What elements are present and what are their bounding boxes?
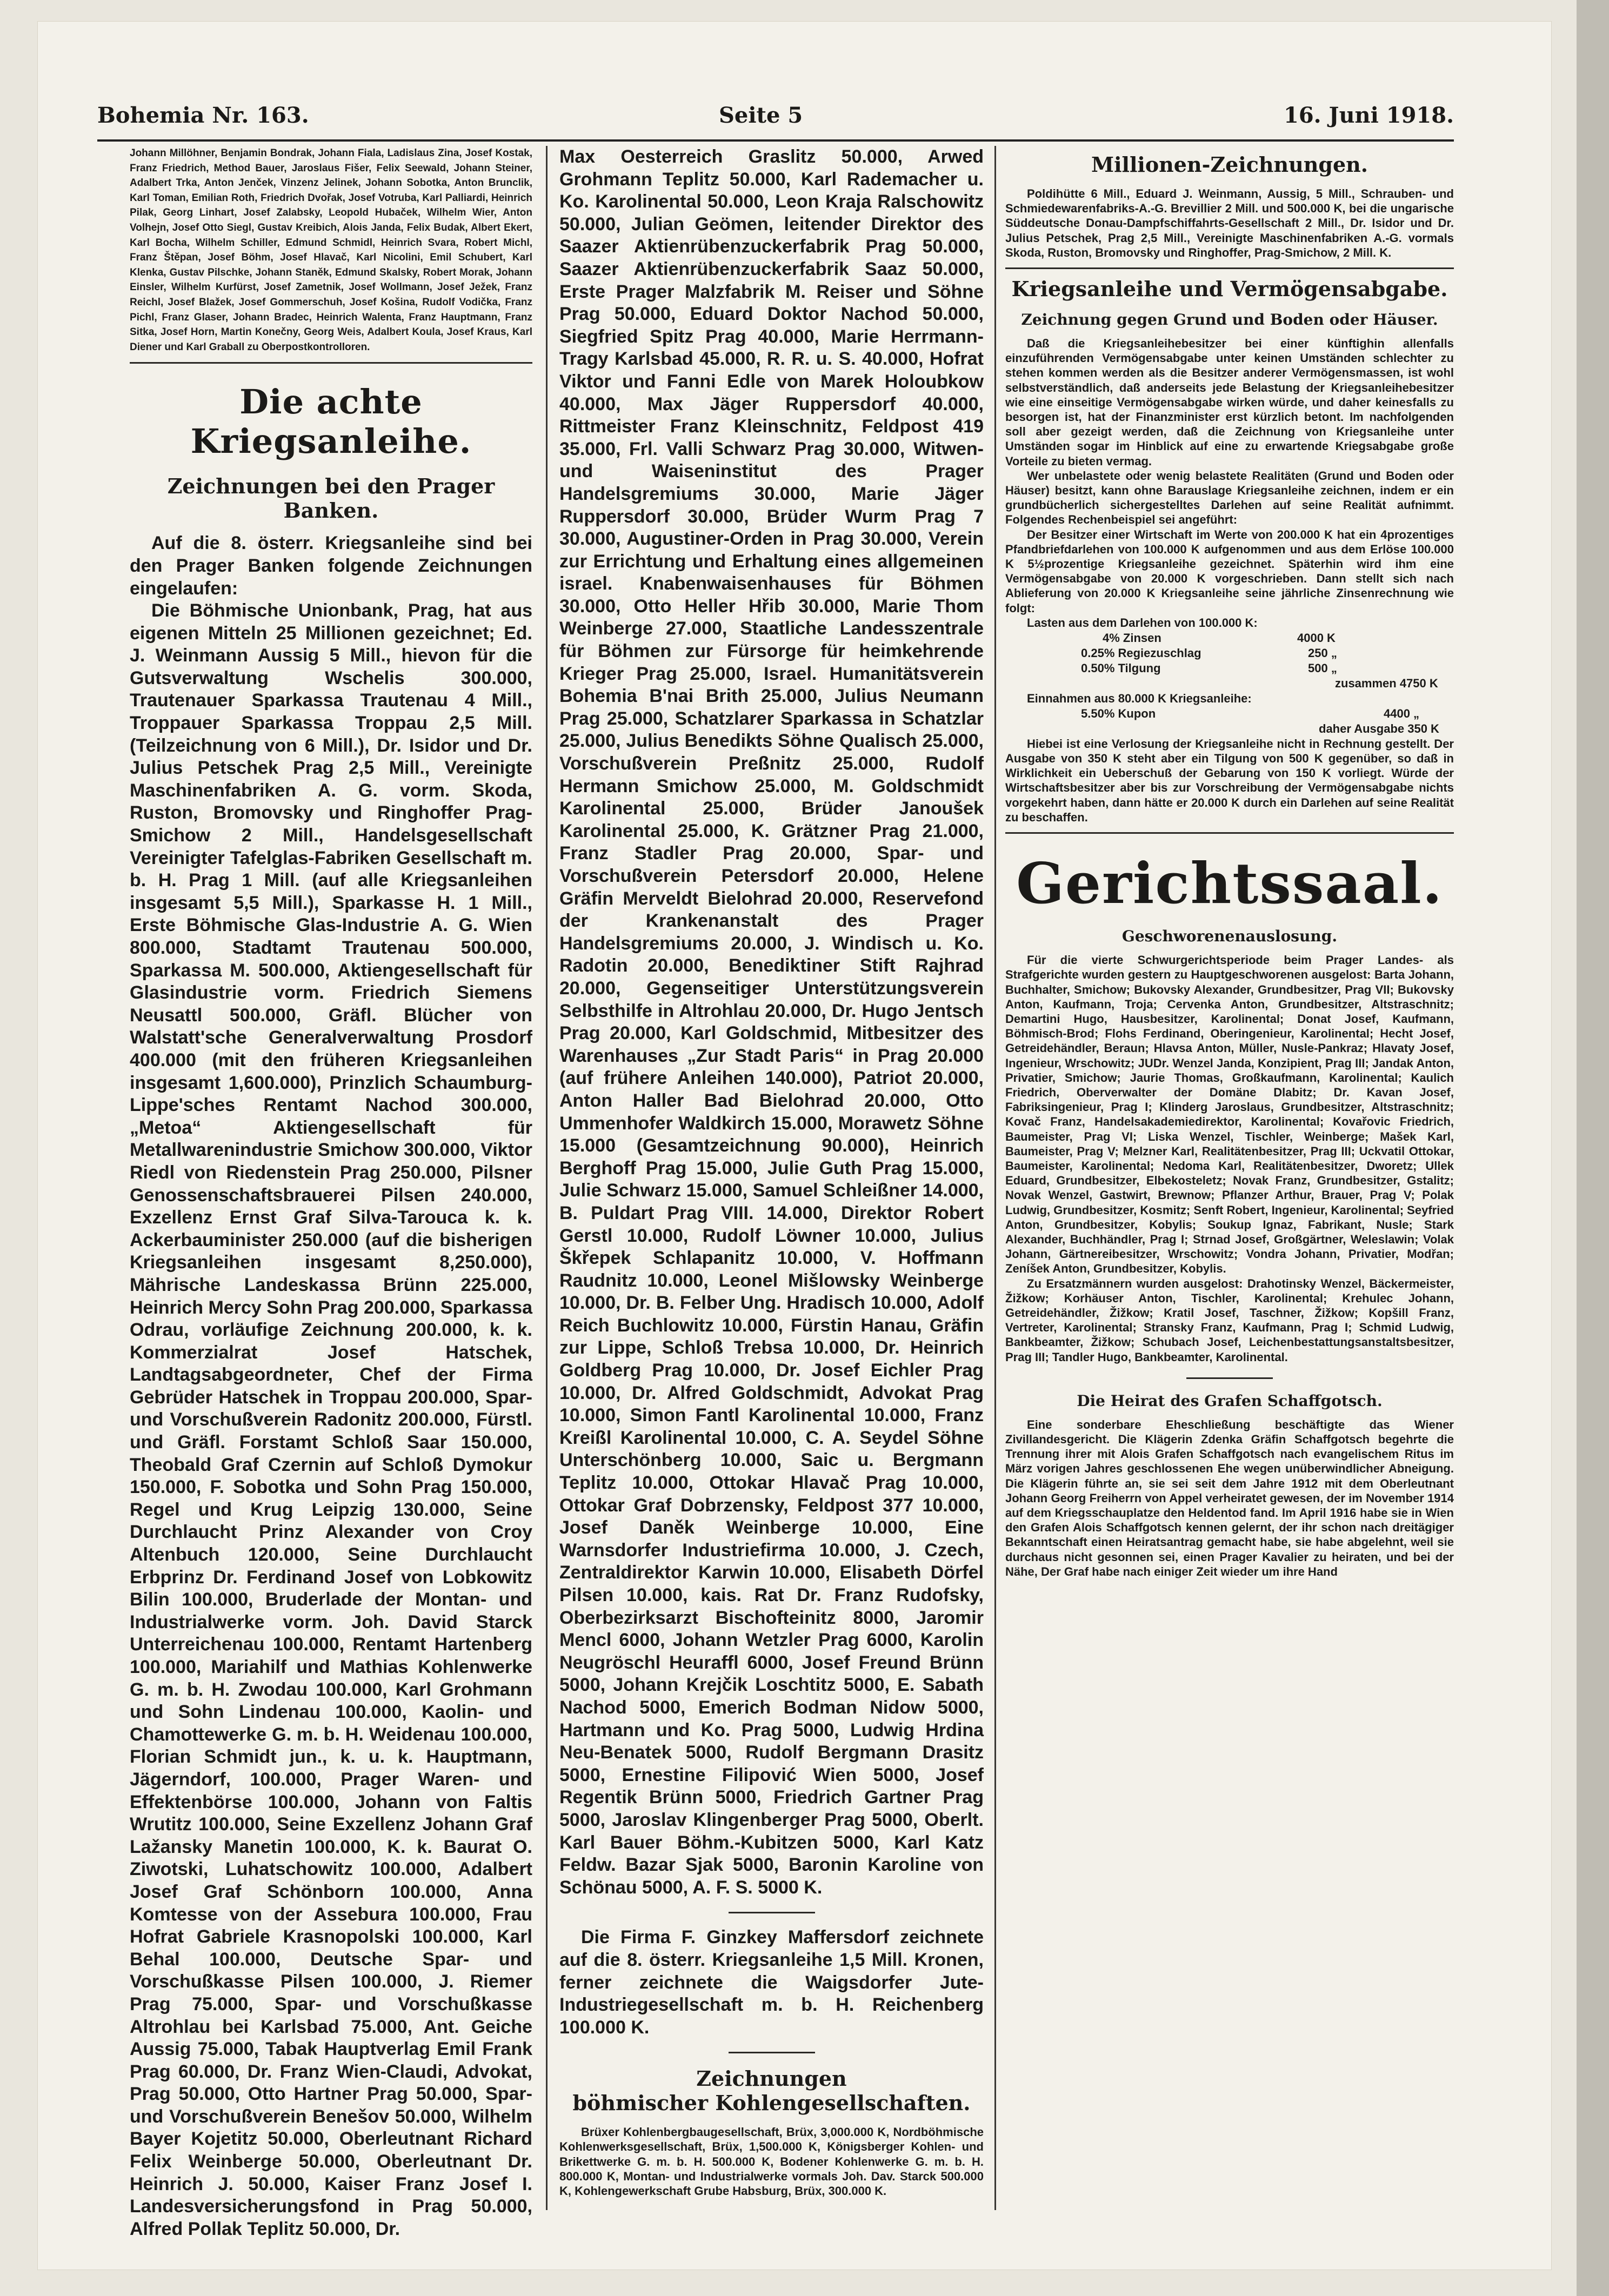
calc-line: Lasten aus dem Darlehen von 100.000 K: bbox=[1027, 615, 1258, 630]
header-page-number: Seite 5 bbox=[719, 103, 803, 128]
column-1 bbox=[130, 146, 532, 2240]
subheadline-geschworenenauslosung: Geschworenenauslosung. bbox=[1121, 927, 1338, 946]
calc-label: 5.50% Kupon bbox=[1081, 706, 1156, 720]
headline-heirat: Die Heirat des Grafen Schaffgotsch. bbox=[1077, 1391, 1383, 1410]
section-rule bbox=[1005, 832, 1454, 834]
calc-sum: zusammen 4750 K bbox=[1335, 676, 1438, 690]
headline-vermoegensabgabe: Kriegsanleihe und Vermögensabgabe. bbox=[1011, 277, 1448, 302]
section-rule bbox=[1186, 1377, 1273, 1379]
column-rule bbox=[546, 146, 548, 2210]
ginzkey-note: Die Firma F. Ginzkey Maffersdorf zeichnete auf die 8. österr. Kriegsanleihe 1,5 Mill. Kronen, ferner zeichnete die Waigsdorfer Jute-Industriegesellschaft m. b. H. Reichenberg 100.000 K. bbox=[559, 1927, 984, 2038]
subheadline-prager-banken: Zeichnungen bei den Prager Banken. bbox=[167, 474, 495, 523]
article-text: Die Böhmische Unionbank, Prag, hat aus eigenen Mitteln 25 Millionen gezeichnet; Ed. J. Weinmann Aussig 5 Mill., hievon für die Gutsverwaltung Wschelis 300.000, Trautenauer Sparkassa Trautenau 4 Mill., Troppauer Sparkassa Troppau 2,5 Mill. (Teilzeichnung von 6 Mill.), Dr. Isidor und Dr. Julius Petschek Prag 2,5 Mill., Vereinigte Maschinenfabriken A. G. vorm. Skoda, Ruston, Bromovsky und Ringhoffer Prag-Smichow 2 Mill., Handelsgesellschaft Vereinigter Tafelglas-Fabriken Gesellschaft m. b. H. Prag 1 Mill. (auf alle Kriegsanleihen insgesamt 5,5 Mill.), Sparkasse H. 1 Mill., Erste Böhmische Glas-Industrie A. G. Wien 800.000, Stadtamt Trautenau 500.000, Sparkassa M. 500.000, Aktiengesellschaft für Glasindustrie vorm. Friedrich Siemens Neusattl 500.000, Gräfl. Blücher von Walstatt'sche Generalverwaltung Prosdorf 400.000 (mit den früheren Kriegsanleihen insgesamt 1,600.000), Prinzlich Schaumburg-Lippe'sches Rentamt Nachod 300.000, „Metoa“ Aktiengesellschaft für Metallwarenindustrie Smichow 300.000, Viktor Riedl von Riedenstein Prag 250.000, Pilsner Genossenschaftsbrauerei Pilsen 240.000, Exzellenz Ernst Graf Silva-Tarouca k. k. Ackerbauminister 250.000 (auf die bisherigen Kriegsanleihen insgesamt 8,250.000), Mährische Landeskassa Brünn 225.000, Heinrich Mercy Sohn Prag 200.000, Sparkassa Odrau, vorläufige Zeichnung 200.000, k. k. Kommerzialrat Josef Hatschek, Landtagsabgeordneter, Chef der Firma Gebrüder Hatschek in Troppau 200.000, Spar- und Vorschußverein Radonitz 200.000, Fürstl. und Gräfl. Forstamt Schloß Saar 150.000, Theobald Graf Czernin auf Schloß Dymokur 150.000, F. Sobotka und Sohn Prag 150.000, Regel und Krug Leipzig 130.000, Seine Durchlaucht Prinz Alexander von Croy Altenbuch 120.000, Seine Durchlaucht Erbprinz Dr. Ferdinand Josef von Lobkowitz Bilin 100.000, Bruderlade der Montan- und Industrialwerke vorm. Joh. David Starck Unterreichenau 100.000, Rentamt Hartenberg 100.000, Mariahilf und Mathias Kohlenwerke G. m. b. H. Zwodau 100.000, Karl Grohmann und Sohn Lindenau 100.000, Kaolin- und Chamottewerke G. m. b. H. Weidenau 100.000, Florian Schmidt jun., k. u. k. Hauptmann, Jägerndorf, 100.000, Prager Waren- und Effektenbörse 100.000, Johann von Faltis Wrutitz 100.000, Seine Exzellenz Johann Graf Lažansky Manetin 100.000, K. k. Baurat O. Ziwotski, Luhatschowitz 100.000, Adalbert Josef Graf Schönborn 100.000, Anna Komtesse von der Assebura 100.000, Frau Hofrat Gabriele Krasnopolski 100.000, Karl Behal 100.000, Deutsche Spar- und Vorschußkasse Pilsen 100.000, J. Riemer Prag 75.000, Spar- und Vorschußkasse Altrohlau bei Karlsbad 75.000, Ant. Geiche Aussig 75.000, Tabak Hauptverlag Emil Frank Prag 60.000, Dr. Franz Wien-Claudi, Advokat, Prag 50.000, Otto Hartner Prag 50.000, Spar- und Vorschußverein Benešov 50.000, Wilhelm Bayer Kojetitz 50.000, Oberleutnant Richard Felix Weinberge 50.000, Oberleutnant Dr. Heinrich J. 50.000, Kaiser Franz Josef I. Landesversicherungsfond in Prag 50.000, Alfred Pollak Teplitz 50.000, Dr. bbox=[130, 600, 532, 2239]
article-text-continued: Max Oesterreich Graslitz 50.000, Arwed Grohmann Teplitz 50.000, Karl Rademacher u. Ko. Karolinental 50.000, Leon Kraja Ralschowitz 50.000, Julian Geömen, leitender Direktor des Saazer Aktienrübenzuckerfabrik Prag 50.000, Saazer Aktienrübenzuckerfabrik Saaz 50.000, Erste Prager Malzfabrik M. Reiser und Söhne Prag 50.000, Eduard Doktor Nachod 50.000, Siegfried Spitz Prag 40.000, Marie Herrmann-Tragy Karlsbad 45.000, R. R. u. S. 40.000, Hofrat Viktor und Fanni Edle von Marek Holoubkow 40.000, Max Jäger Ruppersdorf 40.000, Rittmeister Franz Kleinschnitz, Feldpost 419 35.000, Frl. Valli Schwarz Prag 30.000, Witwen- und Waiseninstitut des Prager Handelsgremiums 30.000, Marie Jäger Ruppersdorf 30.000, Brüder Wurm Prag 7 30.000, Augustiner-Orden in Prag 30.000, Verein zur Errichtung und Erhaltung eines allgemeinen israel. Knabenwaisenhauses für Böhmen 30.000, Otto Heller Hřib 30.000, Marie Thom Weinberge 27.000, Staatliche Landesszentrale für Böhmen zur Fürsorge für heimkehrende Krieger Prag 25.000, Israel. Humanitätsverein Bohemia B'nai Brith 25.000, Julius Neumann Prag 25.000, Schatzlarer Sparkassa in Schatzlar 25.000, Julius Benedikts Söhne Qualisch 25.000, Vorschußverein Preßnitz 25.000, Rudolf Hermann Smichow 25.000, M. Goldschmidt Karolinental 25.000, Brüder Janoušek Karolinental 25.000, K. Grätzner Prag 21.000, Franz Stadler Prag 20.000, Spar- und Vorschußverein Petersdorf 20.000, Helene Gräfin Merveldt Bielohrad 20.000, Reservefond der Krankenanstalt des Prager Handelsgremiums 20.000, J. Windisch u. Ko. Radotin 20.000, Benediktiner Stift Rajhrad 20.000, Gegenseitiger Unterstützungsverein Selbsthilfe in Altrohlau 20.000, Dr. Hugo Jentsch Prag 20.000, Karl Goldschmid, Mitbesitzer des Warenhauses „Zur Stadt Paris“ in Prag 20.000 (auf frühere Anleihen 140.000), Patriot 20.000, Anton Haller Bad Bielohrad 20.000, Otto Ummenhofer Waldkirch 15.000, Morawetz Söhne 15.000 (Gesamtzeichnung 90.000), Heinrich Berghoff Prag 15.000, Julie Guth Prag 15.000, Julie Schwarz 15.000, Samuel Schleißner 14.000, B. Puldart Prag VIII. 14.000, Direktor Robert Gerstl 10.000, Rudolf Löwner 10.000, Julius Škřepek Schlapanitz 10.000, V. Hoffmann Raudnitz 10.000, Leonel Mišlowsky Weinberge 10.000, Dr. B. Felber Ung. Hradisch 10.000, Adolf Reich Buchlowitz 10.000, Fürstin Hanau, Gräfin zur Lippe, Schloß Trebsa 10.000, Dr. Heinrich Goldberg Prag 10.000, Dr. Josef Eichler Prag 10.000, Dr. Alfred Goldschmidt, Advokat Prag 10.000, Simon Fantl Karolinental 10.000, Franz Kreißl Karolinental 10.000, C. A. Seydel Söhne Unterschönberg 10.000, Saic u. Bergmann Teplitz 10.000, Ottokar Hlavač Prag 10.000, Ottokar Graf Dobrzensky, Feldpost 377 10.000, Josef Daněk Weinberge 10.000, Eine Warnsdorfer Industriefirma 10.000, J. Czech, Zentraldirektor Karwin 10.000, Elisabeth Dörfel Pilsen 10.000, kais. Rat Dr. Franz Rudofsky, Oberbezirksarzt Bischofteinitz 8000, Jaromir Mencl 6000, Johann Wetzler Prag 6000, Karolin Neugröschl Heuraffl 6000, Josef Freund Brünn 5000, Johann Krejčik Loschtitz 5000, E. Sabath Nachod 5000, Emerich Bodman Nidow 5000, Hartmann und Ko. Prag 5000, Ludwig Hrdina Neu-Benatek 5000, Rudolf Bergmann Drasitz 5000, Ernestine Filipović Wien 5000, Josef Regentik Brünn 5000, Friedrich Gartner Prag 5000, Jaroslav Klingenberger Prag 5000, Oberlt. Karl Bauer Böhm.-Kubitzen 5000, Karl Katz Feldw. Bazar Sjak 5000, Baronin Karoline von Schönau 5000, A. F. S. 5000 K. bbox=[559, 146, 984, 1898]
header-rule bbox=[97, 139, 1454, 142]
column-rule bbox=[994, 146, 996, 2210]
calculation-table bbox=[1005, 615, 1454, 737]
kv-paragraph-2: Wer unbelastete oder wenig belastete Realitäten (Grund und Boden oder Häuser) besitzt, kann ohne Barauslage Kriegsanleihe zeichnen, indem er ein grundbücherlich sichergestelltes Darlehen auf seine Realität aufnimmt. Folgendes Rechenbeispiel sei angeführt: bbox=[1005, 468, 1454, 527]
millionen-text: Poldihütte 6 Mill., Eduard J. Weinmann, Aussig, 5 Mill., Schrauben- und Schmiedewarenfabriks-A.-G. Brevillier 2 Mill. und 500.000 K, bei die ungarische Süddeutsche Donau-Dampfschiffahrts-Gesellschaft 2 Mill., Dr. Isidor und Dr. Julius Petschek, Prag 2,5 Mill., Vereinigte Maschinenfabriken A.-G. vormals Skoda, Ruston, Bromovsky und Ringhoffer, Prag-Smichow, 2 Mill. K. bbox=[1005, 187, 1454, 259]
calc-amount: 500 „ bbox=[1308, 661, 1337, 675]
gs-paragraph-1: Für die vierte Schwurgerichtsperiode beim Prager Landes- als Strafgerichte wurden gestern zu Hauptgeschworenen ausgelost: Barta Johann, Buchhalter, Smichow; Bukovsky Alexander, Grundbesitzer, Prag VII; Bukovsky Anton, Kaufmann, Troja; Cervenka Anton, Grundbesitzer, Altstraschnitz; Demartini Hugo, Hausbesitzer, Karolinental; Donat Josef, Kaufmann, Böhmisch-Brod; Flohs Ferdinand, Oberingenieur, Karolinental; Hecht Josef, Getreidehändler, Beraun; Hlavsa Anton, Müller, Nusle-Pankraz; Hlavaty Josef, Ingenieur, Wrschowitz; JUDr. Wenzel Janda, Konzipient, Prag III; Jandak Anton, Privatier, Smichow; Jaurie Thomas, Großkaufmann, Karolinental; Kaulich Friedrich, Oberverwalter der Domäne Dlabitz; Dr. Kavan Josef, Fabriksingenieur, Prag I; Klinderg Jaroslaus, Grundbesitzer, Altstraschnitz; Kovač Franz, Handelsakademiedirektor, Karolinental; Kovařovic Friedrich, Baumeister, Prag VI; Liska Wenzel, Tischler, Weinberge; Mašek Karl, Baumeister, Prag V; Melzner Karl, Realitätenbesitzer, Prag III; Uckvatil Ottokar, Baumeister, Karolinental; Nedoma Karl, Realitätenbesitzer, Dworetz; Ullek Eduard, Grundbesitzer, Elbekosteletz; Novak Franz, Grundbesitzer, Gstalitz; Novak Wenzel, Gastwirt, Brewnow; Pflanzer Arthur, Brauer, Prag V; Polak Ludwig, Grundbesitzer, Kosmitz; Senft Robert, Ingenieur, Karolinental; Seyfried Anton, Grundbesitzer, Kobylis; Soukup Ignaz, Fabrikant, Nusle; Stark Alexander, Buchhändler, Prag I; Strnad Josef, Großgärtner, Weleslawin; Volak Johann, Gärtnereibesitzer, Wrschowitz; Vondra Johann, Privatier, Modřan; Zeníšek Anton, Grundbesitzer, Kobylis. bbox=[1005, 953, 1454, 1276]
headline-millionen: Millionen-Zeichnungen. bbox=[1091, 152, 1368, 177]
calc-label: 4% Zinsen bbox=[1103, 631, 1161, 645]
page-header bbox=[97, 103, 1454, 135]
scanner-edge bbox=[1577, 0, 1609, 2296]
subheadline-zeichnungen: Zeichnungen bbox=[696, 2066, 847, 2091]
subheadline-grund-boden: Zeichnung gegen Grund und Boden oder Häuser. bbox=[1021, 311, 1438, 329]
calc-line: Einnahmen aus 80.000 K Kriegsanleihe: bbox=[1027, 691, 1252, 705]
calc-result: daher Ausgabe 350 K bbox=[1319, 721, 1439, 735]
calc-label: 0.25% Regiezuschlag bbox=[1081, 646, 1201, 660]
kv-paragraph-4: Hiebei ist eine Verlosung der Kriegsanleihe nicht in Rechnung gestellt. Der Ausgabe von 350 K steht aber ein Tilgung von 500 K gegenüber, so daß in Wirklichkeit ein Ueberschuß der Gebarung von 150 K vorliegt. Würde der Wirtschaftsbesitzer aber bis zur Vorschreibung der Vermögensabgabe nichts vorgekehrt haben, dann hätte er 20.000 K durch ein Darlehen auf seine Realität zu beschaffen. bbox=[1005, 737, 1454, 824]
header-date: 16. Juni 1918. bbox=[1284, 103, 1454, 128]
calc-amount: 4000 K bbox=[1297, 631, 1336, 645]
header-issue: Bohemia Nr. 163. bbox=[97, 103, 309, 128]
section-rule bbox=[130, 362, 532, 364]
section-rule bbox=[729, 1912, 815, 1913]
section-rule bbox=[1005, 267, 1454, 269]
headline-gerichtssaal: Gerichtssaal. bbox=[1016, 850, 1443, 917]
subheadline-kohlengesellschaften: böhmischer Kohlengesellschaften. bbox=[572, 2091, 971, 2116]
kv-paragraph-3: Der Besitzer einer Wirtschaft im Werte von 200.000 K hat ein 4prozentiges Pfandbriefdarlehen von 100.000 K aufgenommen und aus dem Erlöse 100.000 K 5½prozentige Kriegsanleihe gezeichnet. Späterhin wird ihm eine Vermögensabgabe von 20.000 K vorgeschrieben. Dann stellt sich nach Ablieferung von 20.000 K Kriegsanleihe seine jährliche Zinsenrechnung wie folgt: bbox=[1005, 527, 1454, 615]
headline-kriegsanleihe: Die achte Kriegsanleihe. bbox=[190, 382, 472, 461]
calc-label: 0.50% Tilgung bbox=[1081, 661, 1161, 675]
gs-paragraph-2: Zu Ersatzmännern wurden ausgelost: Drahotinsky Wenzel, Bäckermeister, Žižkow; Korhäuser Anton, Tischler, Karolinental; Krehulec Johann, Getreidehändler, Žižkow; Kratil Josef, Taschner, Žižkow; Kopšill Franz, Vertreter, Karolinental; Stransky Franz, Kaufmann, Prag I; Schmid Ludwig, Bankbeamter, Žižkow; Schubach Josef, Leichenbestattungsanstaltsbesitzer, Prag III; Tandler Hugo, Bankbeamter, Karolinental. bbox=[1005, 1276, 1454, 1364]
column-2 bbox=[559, 146, 984, 2198]
column-3 bbox=[1005, 146, 1454, 1579]
appointments-list: Johann Millöhner, Benjamin Bondrak, Johann Fiala, Ladislaus Zina, Josef Kostak, Franz Friedrich, Method Bauer, Jaroslaus Fišer, Felix Seewald, Johann Steiner, Adalbert Trka, Anton Jenček, Vinzenz Jelinek, Johann Sobotka, Anton Brunclik, Karl Toman, Emilian Roth, Friedrich Dvořak, Josef Votruba, Karl Palliardi, Heinrich Pilak, Georg Linhart, Josef Zalabsky, Leopold Hubaček, Wilhelm Wier, Anton Volhejn, Josef Otto Siegl, Gustav Kreibich, Alois Janda, Felix Budak, Albert Ekert, Karl Bocha, Wilhelm Schiller, Edmund Schmidl, Heinrich Svara, Robert Michl, Franz Štěpan, Josef Böhm, Josef Hlavač, Karl Nicolini, Emil Schubert, Karl Klenka, Gustav Pilschke, Johann Staněk, Edmund Skalsky, Robert Morak, Johann Einsler, Wilhelm Kurfürst, Josef Zametnik, Josef Wollmann, Josef Ježek, Franz Reichl, Josef Blažek, Josef Gommerschuh, Josef Košina, Rudolf Vodička, Franz Pichl, Franz Glaser, Johann Bradec, Heinrich Walenta, Franz Hauptmann, Franz Sitka, Josef Horn, Martin Konečny, Georg Weis, Adalbert Koula, Josef Kraus, Karl Diener und Karl Graball zu Oberpostkontrolloren. bbox=[130, 148, 532, 353]
heirat-text: Eine sonderbare Eheschließung beschäftigte das Wiener Zivillandesgericht. Die Klägerin Zdenka Gräfin Schaffgotsch begehrte die Trennung ihrer mit Alois Grafen Schaffgotsch nach evangelischem Ritus im März vorigen Jahres geschlossenen Ehe wegen unüberwindlicher Abneigung. Die Klägerin führte an, sie sei seit dem Jahre 1912 mit dem Oberleutnant Johann Georg Freiherrn von Appel verheiratet gewesen, der im November 1914 auf dem Kriegsschauplatze den Heldentod fand. Im April 1916 habe sie in Wien den Grafen Alois Schaffgotsch kennen gelernt, der ihr schon nach dreitägiger Bekanntschaft einen Heiratsantrag gemacht habe, sie habe abgelehnt, weil sie durchaus nicht gesonnen sei, einen Prager Kavalier zu heiraten, und bei der Nähe, Der Graf habe nach einiger Zeit wieder um ihre Hand bbox=[1005, 1417, 1454, 1578]
article-intro: Auf die 8. österr. Kriegsanleihe sind bei den Prager Banken folgende Zeichnungen eingelaufen: bbox=[130, 533, 532, 599]
kv-paragraph-1: Daß die Kriegsanleihebesitzer bei einer künftighin allenfalls einzuführenden Vermögensabgabe unter keinen Umständen schlechter zu stehen kommen werden als die Besitzer anderer Vermögensmassen, ist wohl selbstverständlich, daß anderseits jede Belastung der Kriegsanleihebesitzer wie eine einseitige Vermögensabgabe wirken würde, und daher keinesfalls zu besorgen ist, hat der Finanzminister erst kürzlich betont. Im nachfolgenden soll aber gezeigt werden, daß die Zeichnung von Kriegsanleihe unter Umständen sogar im Hinblick auf eine zu erwartende Kriegsabgabe große Vorteile zu bieten vermag. bbox=[1005, 337, 1454, 468]
calc-amount: 250 „ bbox=[1308, 646, 1337, 660]
calc-amount: 4400 „ bbox=[1384, 706, 1420, 720]
section-rule bbox=[729, 2052, 815, 2053]
kohle-text: Brüxer Kohlenbergbaugesellschaft, Brüx, 3,000.000 K, Nordböhmische Kohlenwerksgesellschaft, Brüx, 1,500.000 K, Königsberger Kohlen- und Brikettwerke G. m. b. H. 500.000 K, Bodener Kohlenwerke G. m. b. H. 800.000 K, Montan- und Industrialwerke vormals Joh. Dav. Starck 500.000 K, Kohlengewerkschaft Grube Habsburg, Brüx, 300.000 K. bbox=[559, 2125, 984, 2198]
